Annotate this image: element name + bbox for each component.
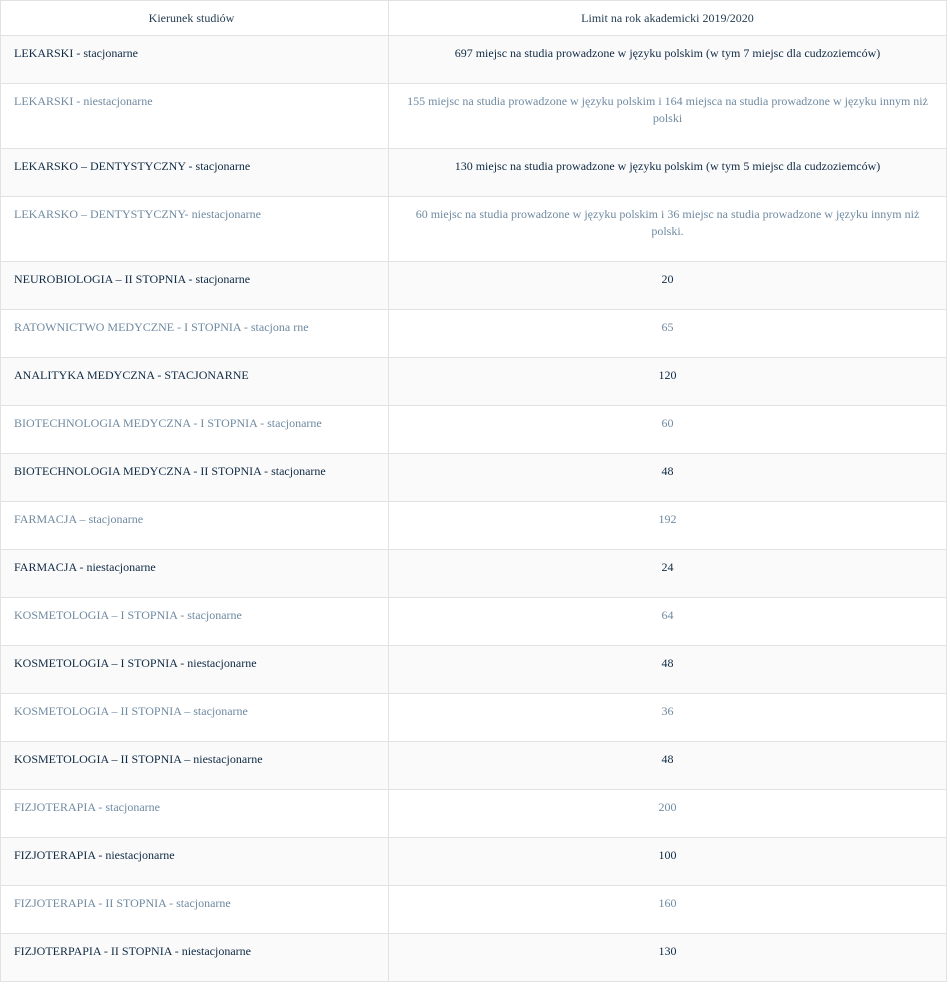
limit-cell: 24 xyxy=(661,560,674,574)
program-cell: KOSMETOLOGIA – I STOPNIA - stacjonarne xyxy=(1,598,389,645)
table-row xyxy=(1,262,946,310)
limit-cell: 130 miejsc na studia prowadzone w języku polskim (w tym 5 miejsc dla cudzoziemców) xyxy=(454,159,881,173)
limit-cell: 60 miejsc na studia prowadzone w języku polskim i 36 miejsc na studia prowadzone w języku innym niż polski. xyxy=(415,207,920,238)
limit-cell: 36 xyxy=(661,704,674,718)
header-program: Kierunek studiów xyxy=(1,1,389,35)
table-row xyxy=(1,406,946,454)
limit-cell: 48 xyxy=(661,464,674,478)
program-cell: KOSMETOLOGIA – II STOPNIA – niestacjonarne xyxy=(1,742,389,789)
table-row xyxy=(1,598,946,646)
table-row xyxy=(1,197,946,262)
limit-cell: 192 xyxy=(658,512,677,526)
table-row xyxy=(1,149,946,197)
table-row xyxy=(1,934,946,982)
limit-cell: 120 xyxy=(658,368,677,382)
program-cell: FIZJOTERPAPIA - II STOPNIA - niestacjonarne xyxy=(1,934,389,981)
program-cell: BIOTECHNOLOGIA MEDYCZNA - II STOPNIA - stacjonarne xyxy=(1,454,389,501)
program-cell: ANALITYKA MEDYCZNA - STACJONARNE xyxy=(1,358,389,405)
limit-cell: 200 xyxy=(658,800,677,814)
program-cell: LEKARSKI - stacjonarne xyxy=(1,36,389,83)
limit-cell: 100 xyxy=(658,848,677,862)
limit-cell: 155 miejsc na studia prowadzone w języku polskim i 164 miejsca na studia prowadzone w języku innym niż polski xyxy=(407,94,928,125)
table-row xyxy=(1,358,946,406)
program-cell: RATOWNICTWO MEDYCZNE - I STOPNIA - stacjona rne xyxy=(1,310,389,357)
limit-cell: 60 xyxy=(661,416,674,430)
program-cell: FARMACJA – stacjonarne xyxy=(1,502,389,549)
table-row xyxy=(1,646,946,694)
limit-cell: 48 xyxy=(661,752,674,766)
table-row xyxy=(1,838,946,886)
table-row xyxy=(1,694,946,742)
table-row xyxy=(1,310,946,358)
table-row xyxy=(1,84,946,149)
program-cell: LEKARSKO – DENTYSTYCZNY- niestacjonarne xyxy=(1,197,389,261)
program-cell: LEKARSKO – DENTYSTYCZNY - stacjonarne xyxy=(1,149,389,196)
limit-cell: 130 xyxy=(658,944,677,958)
program-cell: LEKARSKI - niestacjonarne xyxy=(1,84,389,148)
limit-cell: 65 xyxy=(661,320,674,334)
program-cell: FIZJOTERAPIA - II STOPNIA - stacjonarne xyxy=(1,886,389,933)
limit-cell: 20 xyxy=(661,272,674,286)
program-cell: KOSMETOLOGIA – II STOPNIA – stacjonarne xyxy=(1,694,389,741)
table-row xyxy=(1,550,946,598)
table-row xyxy=(1,36,946,84)
program-cell: FIZJOTERAPIA - stacjonarne xyxy=(1,790,389,837)
program-cell: FIZJOTERAPIA - niestacjonarne xyxy=(1,838,389,885)
program-cell: FARMACJA - niestacjonarne xyxy=(1,550,389,597)
limit-cell: 48 xyxy=(661,656,674,670)
limit-cell: 697 miejsc na studia prowadzone w języku polskim (w tym 7 miejsc dla cudzoziemców) xyxy=(454,46,881,60)
program-cell: BIOTECHNOLOGIA MEDYCZNA - I STOPNIA - stacjonarne xyxy=(1,406,389,453)
limit-cell: 64 xyxy=(661,608,674,622)
table-header-row xyxy=(1,1,946,36)
program-cell: KOSMETOLOGIA – I STOPNIA - niestacjonarne xyxy=(1,646,389,693)
limit-cell: 160 xyxy=(658,896,677,910)
table-row xyxy=(1,742,946,790)
table-row xyxy=(1,790,946,838)
table-row xyxy=(1,502,946,550)
header-limit: Limit na rok akademicki 2019/2020 xyxy=(581,11,754,25)
table-row xyxy=(1,454,946,502)
program-cell: NEUROBIOLOGIA – II STOPNIA - stacjonarne xyxy=(1,262,389,309)
table-row xyxy=(1,886,946,934)
